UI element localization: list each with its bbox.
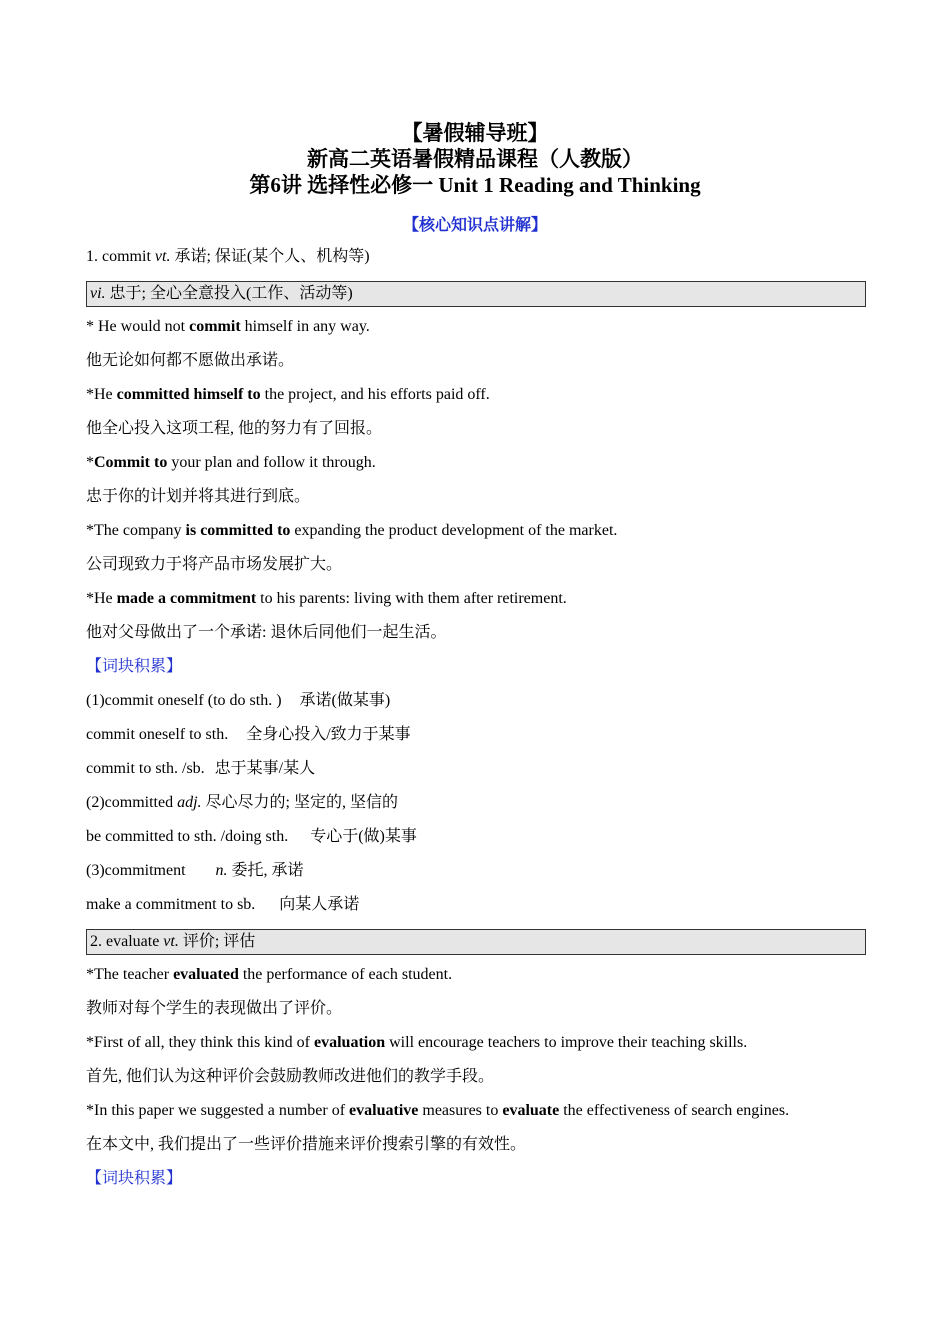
word-evaluate-heading-box: 2. evaluate vt. 评价; 评估	[86, 929, 866, 955]
chunk-item: commit to sth. /sb. 忠于某事/某人	[86, 760, 316, 777]
word-commit-heading: 1. commit vt. 承诺; 保证(某个人、机构等)	[86, 248, 370, 265]
example-sentence: *First of all, they think this kind of evaluation will encourage teachers to improve their teaching skills.	[86, 1034, 748, 1051]
example-translation: 他全心投入这项工程, 他的努力有了回报。	[86, 420, 383, 437]
core-knowledge-heading: 【核心知识点讲解】	[402, 217, 547, 234]
document-header	[0, 120, 950, 198]
chunk-item: (1)commit oneself (to do sth. ) 承诺(做某事)	[86, 692, 391, 709]
chunk-item: (3)commitment n. 委托, 承诺	[86, 862, 304, 879]
example-translation: 公司现致力于将产品市场发展扩大。	[86, 556, 343, 573]
course-title: 新高二英语暑假精品课程（人教版）	[307, 147, 643, 171]
example-sentence: *He made a commitment to his parents: living with them after retirement.	[86, 590, 567, 607]
example-sentence: *He committed himself to the project, and his efforts paid off.	[86, 386, 490, 403]
example-sentence: *The teacher evaluated the performance of each student.	[86, 966, 453, 983]
example-translation: 他对父母做出了一个承诺: 退休后同他们一起生活。	[86, 624, 447, 641]
chunk-item: (2)committed adj. 尽心尽力的; 坚定的, 坚信的	[86, 794, 398, 811]
lesson-title: 第6讲 选择性必修一 Unit 1 Reading and Thinking	[249, 173, 701, 197]
example-translation: 在本文中, 我们提出了一些评价措施来评价搜索引擎的有效性。	[86, 1136, 527, 1153]
example-translation: 忠于你的计划并将其进行到底。	[86, 488, 311, 505]
example-translation: 教师对每个学生的表现做出了评价。	[86, 1000, 343, 1017]
word-commit-vi-box: vi. 忠于; 全心全意投入(工作、活动等)	[86, 281, 866, 307]
example-sentence: * He would not commit himself in any way.	[86, 318, 370, 335]
example-sentence: *In this paper we suggested a number of evaluative measures to evaluate the effectiveness of search engines.	[86, 1102, 790, 1119]
example-translation: 他无论如何都不愿做出承诺。	[86, 352, 295, 369]
course-label: 【暑假辅导班】	[401, 121, 549, 145]
document-body	[86, 244, 866, 1200]
example-translation: 首先, 他们认为这种评价会鼓励教师改进他们的教学手段。	[86, 1068, 495, 1085]
chunk-item: make a commitment to sb. 向某人承诺	[86, 896, 360, 913]
chunk-heading: 【词块积累】	[86, 658, 183, 675]
chunk-item: commit oneself to sth. 全身心投入/致力于某事	[86, 726, 411, 743]
chunk-item: be committed to sth. /doing sth. 专心于(做)某事	[86, 828, 417, 845]
example-sentence: *The company is committed to expanding the product development of the market.	[86, 522, 618, 539]
chunk-heading: 【词块积累】	[86, 1170, 183, 1187]
example-sentence: *Commit to your plan and follow it through.	[86, 454, 376, 471]
